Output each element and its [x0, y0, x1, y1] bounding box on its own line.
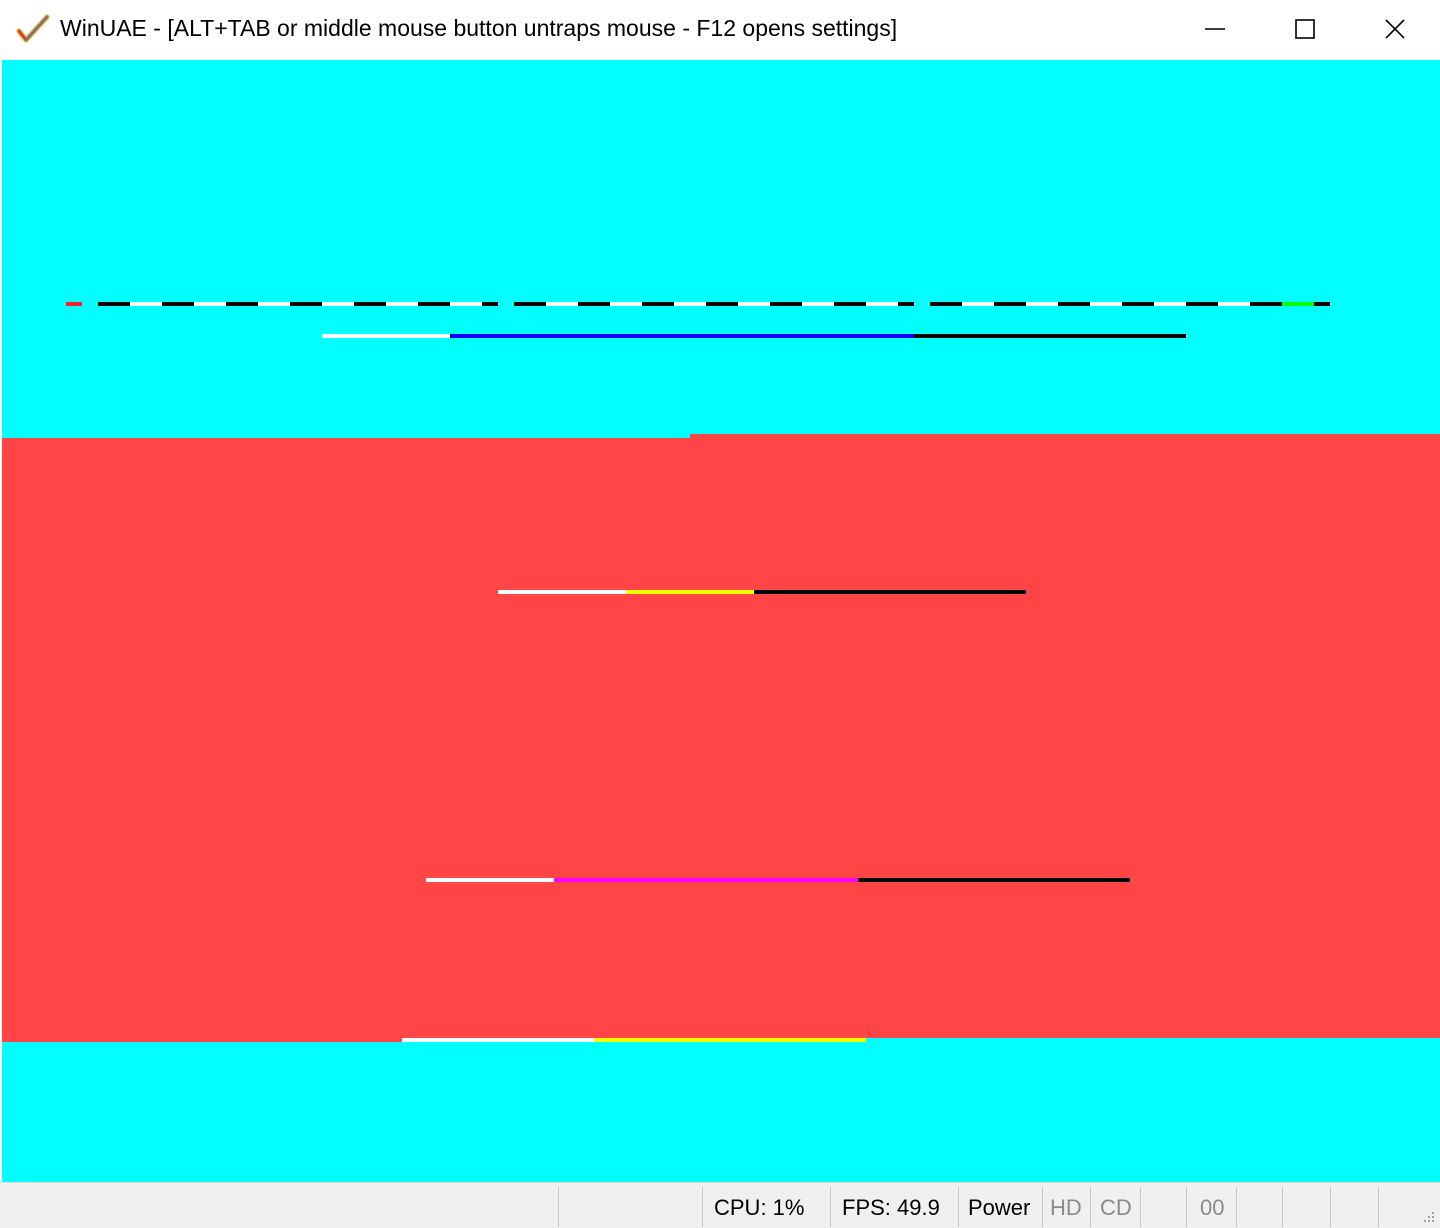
status-divider [1186, 1187, 1187, 1227]
status-divider [1042, 1187, 1043, 1227]
dash-segment [162, 302, 194, 306]
winuae-checkmark-icon [16, 14, 50, 44]
minimize-button[interactable] [1170, 0, 1260, 58]
dash-segment [1218, 302, 1250, 306]
dash-segment [194, 302, 226, 306]
line-bottom-white-part [402, 1038, 594, 1042]
line-white-yellow-white-part [498, 590, 626, 594]
close-button[interactable] [1350, 0, 1440, 58]
dash-segment [578, 302, 610, 306]
dash-segment [1122, 302, 1154, 306]
dash-segment [258, 302, 290, 306]
dash-segment [514, 302, 546, 306]
title-bar[interactable] [0, 0, 1440, 60]
dash-segment [386, 302, 418, 306]
cd-led[interactable]: CD [1100, 1195, 1132, 1220]
dash-segment [994, 302, 1026, 306]
hd-led[interactable]: HD [1050, 1195, 1082, 1220]
dash-segment [226, 302, 258, 306]
line-bottom-yellow-part [594, 1038, 866, 1042]
dash-segment [834, 302, 866, 306]
dash-segment [130, 302, 162, 306]
dash-segment [1186, 302, 1218, 306]
dash-segment [674, 302, 706, 306]
status-divider [1282, 1187, 1283, 1227]
status-divider [702, 1187, 703, 1227]
line-white-blue-white-part [322, 334, 450, 338]
dash-segment [866, 302, 898, 306]
resize-grip-icon[interactable] [1418, 1206, 1436, 1224]
power-led[interactable]: Power [968, 1195, 1031, 1220]
dash-segment [1090, 302, 1122, 306]
maximize-icon [1294, 18, 1316, 40]
line-white-blue-blue-part [450, 334, 914, 338]
dash-segment [482, 302, 498, 306]
line-white-blue-black-part [914, 334, 1186, 338]
dash-segment [290, 302, 322, 306]
status-divider [1236, 1187, 1237, 1227]
red-dash [66, 302, 82, 306]
close-icon [1384, 18, 1406, 40]
red-band-right [690, 434, 1440, 1038]
line-white-yellow-black-part [754, 590, 1026, 594]
status-divider [558, 1187, 559, 1227]
status-divider [1378, 1187, 1379, 1227]
end-dash [1314, 302, 1330, 306]
status-divider [1090, 1187, 1091, 1227]
dash-segment [898, 302, 914, 306]
dash-segment [418, 302, 450, 306]
dash-segment [1026, 302, 1058, 306]
dash-segment [610, 302, 642, 306]
dash-segment [98, 302, 130, 306]
dash-segment [1250, 302, 1282, 306]
status-divider [830, 1187, 831, 1227]
line-white-magenta-black-part [858, 878, 1130, 882]
maximize-button[interactable] [1260, 0, 1350, 58]
status-bar [0, 1182, 1440, 1228]
dash-segment [450, 302, 482, 306]
minimize-icon [1204, 18, 1226, 40]
dash-segment [930, 302, 962, 306]
line-white-magenta-magenta-part [554, 878, 858, 882]
status-divider [958, 1187, 959, 1227]
dash-segment [642, 302, 674, 306]
dash-segment [546, 302, 578, 306]
line-white-yellow-yellow-part [626, 590, 754, 594]
dash-segment [1154, 302, 1186, 306]
line-white-magenta-white-part [426, 878, 554, 882]
dash-segment [322, 302, 354, 306]
status-divider [1140, 1187, 1141, 1227]
status-divider [1330, 1187, 1331, 1227]
dash-segment [738, 302, 770, 306]
dash-segment [1058, 302, 1090, 306]
emulation-display[interactable] [2, 60, 1440, 1182]
dash-segment [802, 302, 834, 306]
window-title: WinUAE - [ALT+TAB or middle mouse button untraps mouse - F12 opens settings] [60, 15, 898, 41]
red-band [2, 438, 692, 1042]
dash-segment [354, 302, 386, 306]
drive-df0-track[interactable]: 00 [1200, 1195, 1225, 1220]
fps-counter: FPS: 49.9 [842, 1195, 940, 1220]
dash-segment [962, 302, 994, 306]
cpu-usage: CPU: 1% [714, 1195, 805, 1220]
dash-segment [706, 302, 738, 306]
dash-segment [770, 302, 802, 306]
green-dash [1282, 302, 1314, 306]
